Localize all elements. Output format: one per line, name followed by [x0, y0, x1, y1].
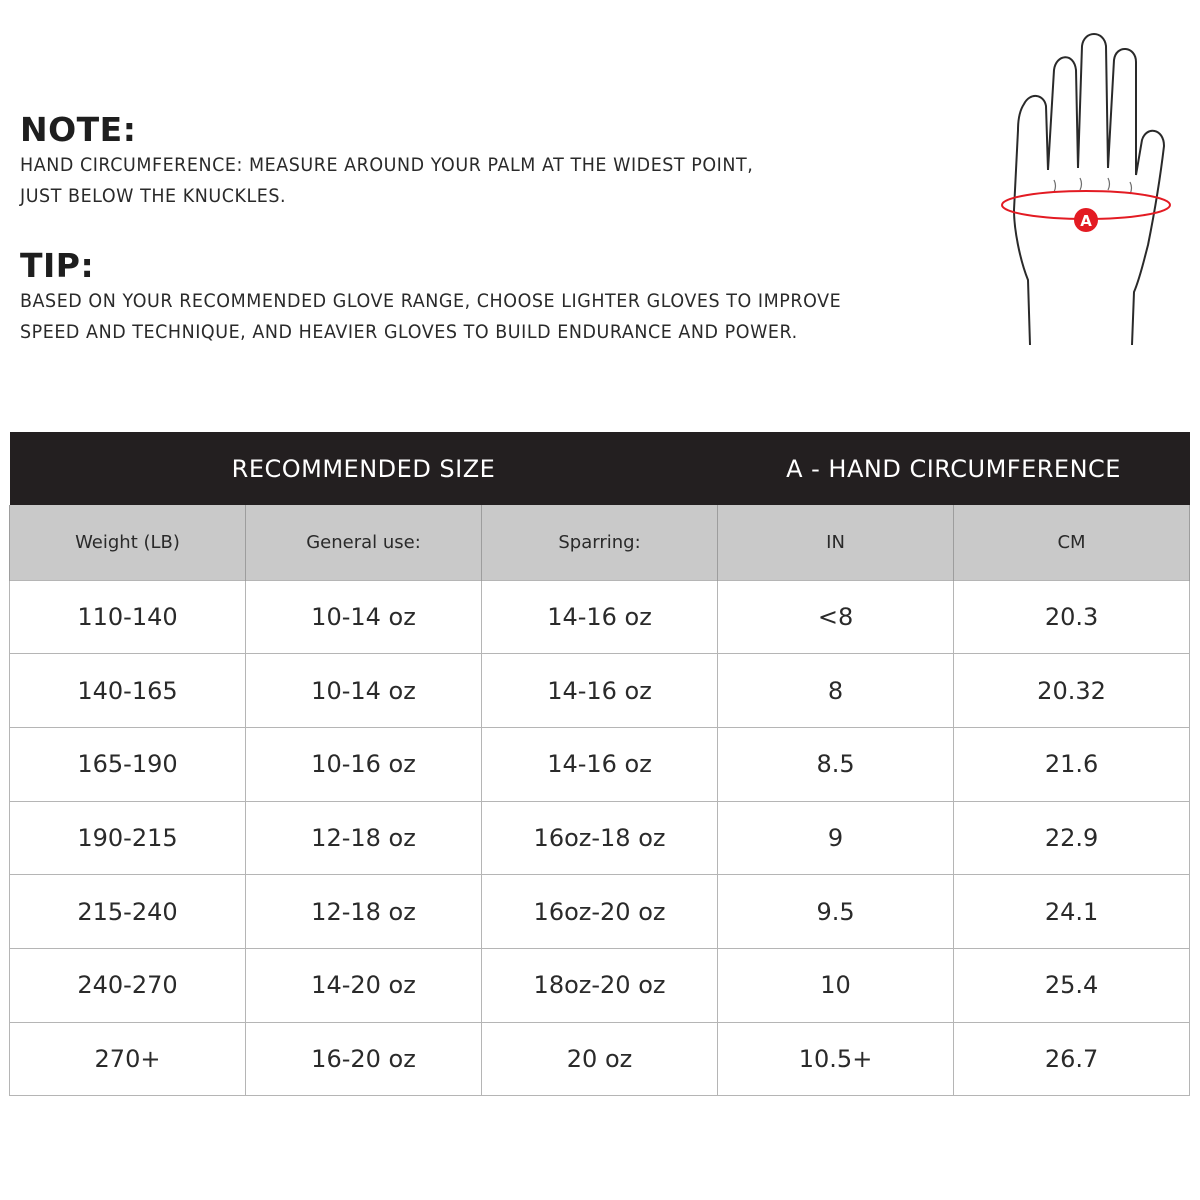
cell-cm: 21.6 [954, 727, 1190, 801]
recommended-size-header: RECOMMENDED SIZE [10, 432, 718, 505]
cell-general-use: 10-16 oz [246, 727, 482, 801]
note-section [20, 110, 980, 212]
tip-line-2: SPEED AND TECHNIQUE, AND HEAVIER GLOVES TO BUILD ENDURANCE AND POWER. [20, 321, 798, 343]
table-row [10, 1022, 1190, 1096]
table-row [10, 580, 1190, 654]
column-header-weight: Weight (LB) [10, 505, 246, 580]
cell-cm: 20.32 [954, 654, 1190, 728]
column-header-in: IN [718, 505, 954, 580]
cell-general-use: 12-18 oz [246, 875, 482, 949]
cell-cm: 20.3 [954, 580, 1190, 654]
size-chart-table [9, 432, 1190, 1096]
table-row [10, 948, 1190, 1022]
note-line-1: HAND CIRCUMFERENCE: MEASURE AROUND YOUR PALM AT THE WIDEST POINT, [20, 154, 754, 176]
cell-sparring: 14-16 oz [482, 580, 718, 654]
table-row [10, 875, 1190, 949]
cell-cm: 22.9 [954, 801, 1190, 875]
cell-weight: 165-190 [10, 727, 246, 801]
cell-weight: 270+ [10, 1022, 246, 1096]
cell-sparring: 20 oz [482, 1022, 718, 1096]
column-header-sparring: Sparring: [482, 505, 718, 580]
cell-cm: 26.7 [954, 1022, 1190, 1096]
tip-heading: TIP: [20, 246, 95, 285]
table-row [10, 654, 1190, 728]
column-header-cm: CM [954, 505, 1190, 580]
cell-in: 9 [718, 801, 954, 875]
cell-cm: 25.4 [954, 948, 1190, 1022]
marker-a-label: A [1080, 212, 1092, 230]
column-header-general-use: General use: [246, 505, 482, 580]
cell-in: 10 [718, 948, 954, 1022]
tip-line-1: BASED ON YOUR RECOMMENDED GLOVE RANGE, CHOOSE LIGHTER GLOVES TO IMPROVE [20, 290, 842, 312]
cell-in: <8 [718, 580, 954, 654]
hand-measurement-icon [990, 30, 1175, 350]
cell-general-use: 12-18 oz [246, 801, 482, 875]
cell-in: 8.5 [718, 727, 954, 801]
cell-in: 8 [718, 654, 954, 728]
cell-sparring: 14-16 oz [482, 727, 718, 801]
cell-in: 9.5 [718, 875, 954, 949]
table-row [10, 801, 1190, 875]
cell-sparring: 16oz-18 oz [482, 801, 718, 875]
note-heading: NOTE: [20, 110, 137, 149]
tip-section [20, 246, 990, 348]
note-line-2: JUST BELOW THE KNUCKLES. [20, 185, 287, 207]
cell-cm: 24.1 [954, 875, 1190, 949]
table-row [10, 727, 1190, 801]
cell-general-use: 14-20 oz [246, 948, 482, 1022]
cell-weight: 190-215 [10, 801, 246, 875]
cell-weight: 110-140 [10, 580, 246, 654]
hand-outline [1014, 34, 1164, 345]
cell-sparring: 14-16 oz [482, 654, 718, 728]
cell-weight: 140-165 [10, 654, 246, 728]
hand-circumference-header: A - HAND CIRCUMFERENCE [718, 432, 1190, 505]
cell-sparring: 16oz-20 oz [482, 875, 718, 949]
cell-sparring: 18oz-20 oz [482, 948, 718, 1022]
cell-weight: 240-270 [10, 948, 246, 1022]
cell-general-use: 10-14 oz [246, 654, 482, 728]
cell-general-use: 16-20 oz [246, 1022, 482, 1096]
cell-in: 10.5+ [718, 1022, 954, 1096]
cell-weight: 215-240 [10, 875, 246, 949]
cell-general-use: 10-14 oz [246, 580, 482, 654]
